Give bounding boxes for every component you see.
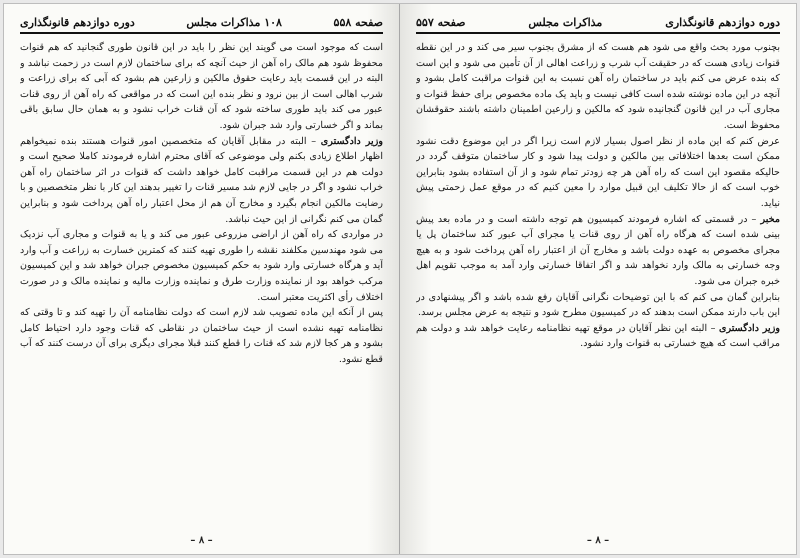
speaker-name: وزیر دادگستری	[320, 135, 383, 147]
paragraph	[20, 305, 383, 367]
right-term-title: دوره دوازدهم قانونگذاری	[665, 16, 780, 29]
paragraph-text: عرض کنم که این ماده از نظر اصول بسیار لازم است زیرا اگر در این موضوع دقت نشود ممکن است بعدها اختلافاتی بین مالکین و دولت پیدا شود و کار ساختمان متوقف گردد در حالیکه مقصود این است که راه آهن هر چه زودتر تمام شود و از آن استفاده بشود بنابراین خوب است که از حالا تکلیف این قبیل موارد را معین کنیم که در موقع عمل زحمتی پیش نیاید.	[416, 135, 780, 209]
paragraph	[416, 321, 780, 352]
paragraph-text: پس از آنکه این ماده تصویب شد لازم است که دولت نظامنامه آن را تهیه کند و تا وقتی که نظامنامه تهیه نشده است از حیث ساختمان در نقاطی که قنات وجود دارد احتیاط کامل بشود و هر کجا لازم شد که قنات را قطع کنند قبلا مجرای دیگری برای آن درست کنند که آب قطع نشود.	[20, 307, 383, 365]
right-session-title: مذاکرات مجلس	[528, 16, 603, 29]
paragraph	[20, 227, 383, 305]
left-page	[4, 4, 400, 554]
paragraph	[20, 134, 383, 228]
paragraph	[416, 134, 780, 212]
right-page-number: صفحه ۵۵۷	[416, 16, 466, 29]
paragraph	[416, 40, 780, 134]
speaker-name: وزیر دادگستری	[718, 322, 780, 334]
paragraph-text: – البته این نظر آقایان در موقع تهیه نظامنامه رعایت خواهد شد و دولت هم مراقب است که هیچ خسارتی به قنوات وارد نشود.	[416, 322, 780, 350]
right-page-header	[416, 16, 780, 34]
left-page-number: صفحه ۵۵۸	[333, 16, 383, 29]
book-spread	[4, 4, 796, 554]
speaker-name: مخبر	[760, 213, 780, 225]
paragraph-text: بچنوب مورد بحث واقع می شود هم هست که از مشرق بجنوب سیر می کند و در این نقطه قنوات زیادی هست که در حقیقت آب شرب و زراعت اهالی از آن تأمین می شود و این است که بنده عرض می کنم باید در ساختمان راه آهن نسبت به این قنوات مراقبت کامل بشود و آنچه در این ماده نوشته شده است کافی نیست و باید یک ماده مخصوص برای حفظ قنوات و مجاری آب در این قانون گنجانیده شود که مالکین و زارعین اطمینان داشته باشند حقوقشان محفوظ است.	[416, 42, 780, 131]
paragraph-text: در مواردی که راه آهن از اراضی مزروعی عبور می کند و یا به قنوات و مجاری آب نزدیک می شود مهندسین مکلفند نقشه را طوری تهیه کنند که کمترین خسارت به زراعت و آب وارد آید و هرگاه خسارتی وارد شود به حکم کمیسیون مخصوص جبران خواهد شد و این کمیسیون مرکب خواهد بود از نماینده وزارت طرق و نماینده وزارت مالیه و نماینده مالک و در صورت اختلاف رأی اکثریت معتبر است.	[20, 229, 383, 303]
left-session-title: ۱۰۸ مذاکرات مجلس	[186, 16, 282, 29]
left-page-header	[20, 16, 383, 34]
right-page-footer: – ۸ –	[586, 535, 610, 546]
right-page	[400, 4, 796, 554]
left-term-title: دوره دوازدهم قانونگذاری	[20, 16, 135, 29]
left-page-body	[20, 40, 383, 510]
right-page-body	[416, 40, 780, 510]
paragraph	[20, 40, 383, 134]
paragraph	[416, 290, 780, 321]
left-page-footer: – ۸ –	[190, 535, 213, 546]
paragraph-text: – در قسمتی که اشاره فرمودند کمیسیون هم توجه داشته است و در ماده بعد پیش بینی شده است که هرگاه راه آهن از روی قنات یا مجرای آب عبور کند ساختمان پل یا مجرای مخصوص به عهده دولت باشد و مخارج آن از اعتبار راه آهن پرداخت شود و به هیچ وجه خسارتی به مالک وارد نخواهد شد و اگر اتفاقا خسارتی وارد آمد به موجب تقویم اهل خبره جبران می شود.	[416, 213, 780, 287]
paragraph-text: بنابراین گمان می کنم که با این توضیحات نگرانی آقایان رفع شده باشد و اگر پیشنهادی در این باب دارند ممکن است بدهند که در کمیسیون مطرح شود و نتیجه به عرض مجلس برسد.	[416, 291, 780, 319]
paragraph-text: – البته در مقابل آقایان که متخصصین امور قنوات هستند بنده نمیخواهم اظهار اطلاع زیادی بکنم ولی موضوعی که آقای محترم اشاره فرمودند کاملا صحیح است و دولت هم در این قسمت مراقبت کامل خواهد داشت که قنوات در اثر ساختمان راه آهن خراب نشود و اگر در جایی لازم شد مسیر قنات را تغییر بدهند این کار با نظر متخصصین و با رضایت مالکین انجام بگیرد و مخارج آن هم از محل اعتبار راه آهن پرداخت شود و بنابراین گمان می کنم نگرانی از این حیث نباشد.	[20, 135, 383, 225]
paragraph-text: است که موجود است می گویند این نظر را باید در این قانون طوری گنجانید که هم قنوات محفوظ شود هم مالک راه آهن از حیث آنچه که برای ساختمان لازم است در زحمت نباشد و البته در این قسمت باید رعایت حقوق مالکین و زارعین هم بشود که آبی که برای زراعت و شرب اهالی است از بین نرود و نظر بنده این است که در مواقعی که راه آهن از روی قنات عبور می کند باید طوری ساخته شود که آن قنات خراب نشود و به همان حال سابق باقی بماند و اگر خسارتی وارد شد جبران شود.	[20, 42, 383, 131]
paragraph	[416, 212, 780, 290]
